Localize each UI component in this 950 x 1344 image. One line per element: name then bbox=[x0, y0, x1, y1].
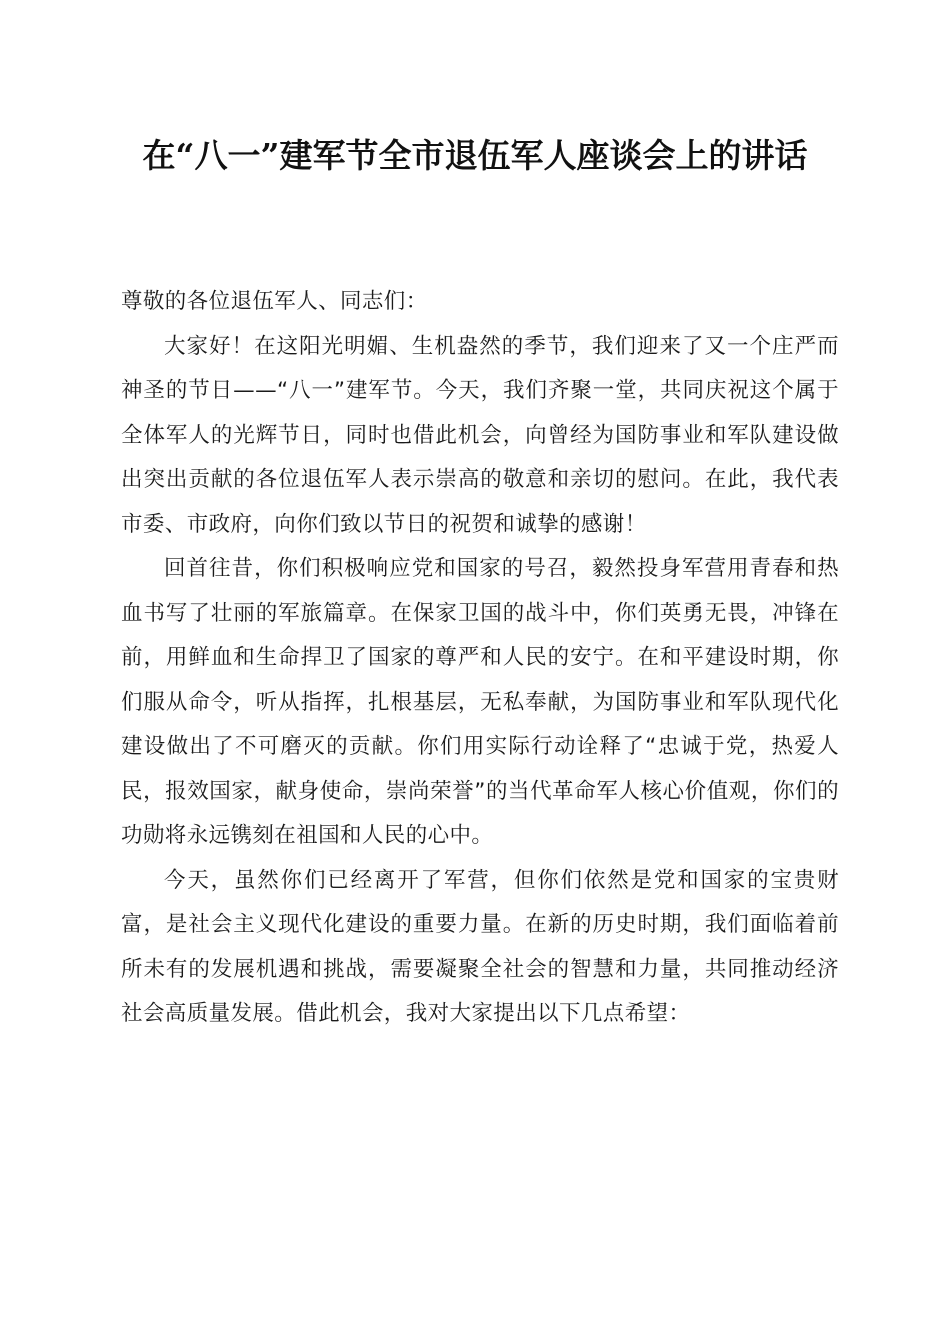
paragraph-greeting: 大家好！在这阳光明媚、生机盎然的季节，我们迎来了又一个庄严而神圣的节日——“八一”建军节。今天，我们齐聚一堂，共同庆祝这个属于全体军人的光辉节日，同时也借此机会，向曾经为国防事业和军队建设做出突出贡献的各位退伍军人表示崇高的敬意和亲切的慰问。在此，我代表市委、市政府，向你们致以节日的祝贺和诚挚的感谢！ bbox=[121, 333, 839, 537]
document-body bbox=[121, 280, 839, 1037]
salutation: 尊敬的各位退伍军人、同志们： bbox=[121, 289, 428, 314]
paragraph-hopes: 今天，虽然你们已经离开了军营，但你们依然是党和国家的宝贵财富，是社会主义现代化建设的重要力量。在新的历史时期，我们面临着前所未有的发展机遇和挑战，需要凝聚全社会的智慧和力量，共同推动经济社会高质量发展。借此机会，我对大家提出以下几点希望： bbox=[121, 867, 839, 1026]
paragraph-retrospect: 回首往昔，你们积极响应党和国家的号召，毅然投身军营用青春和热血书写了壮丽的军旅篇章。在保家卫国的战斗中，你们英勇无畏，冲锋在前，用鲜血和生命捍卫了国家的尊严和人民的安宁。在和平建设时期，你们服从命令，听从指挥，扎根基层，无私奉献，为国防事业和军队现代化建设做出了不可磨灭的贡献。你们用实际行动诠释了“忠诚于党，热爱人民，报效国家，献身使命，崇尚荣誉”的当代革命军人核心价值观，你们的功勋将永远镌刻在祖国和人民的心中。 bbox=[121, 556, 839, 848]
document-title: 在“八一”建军节全市退伍军人座谈会上的讲话 bbox=[142, 136, 808, 175]
